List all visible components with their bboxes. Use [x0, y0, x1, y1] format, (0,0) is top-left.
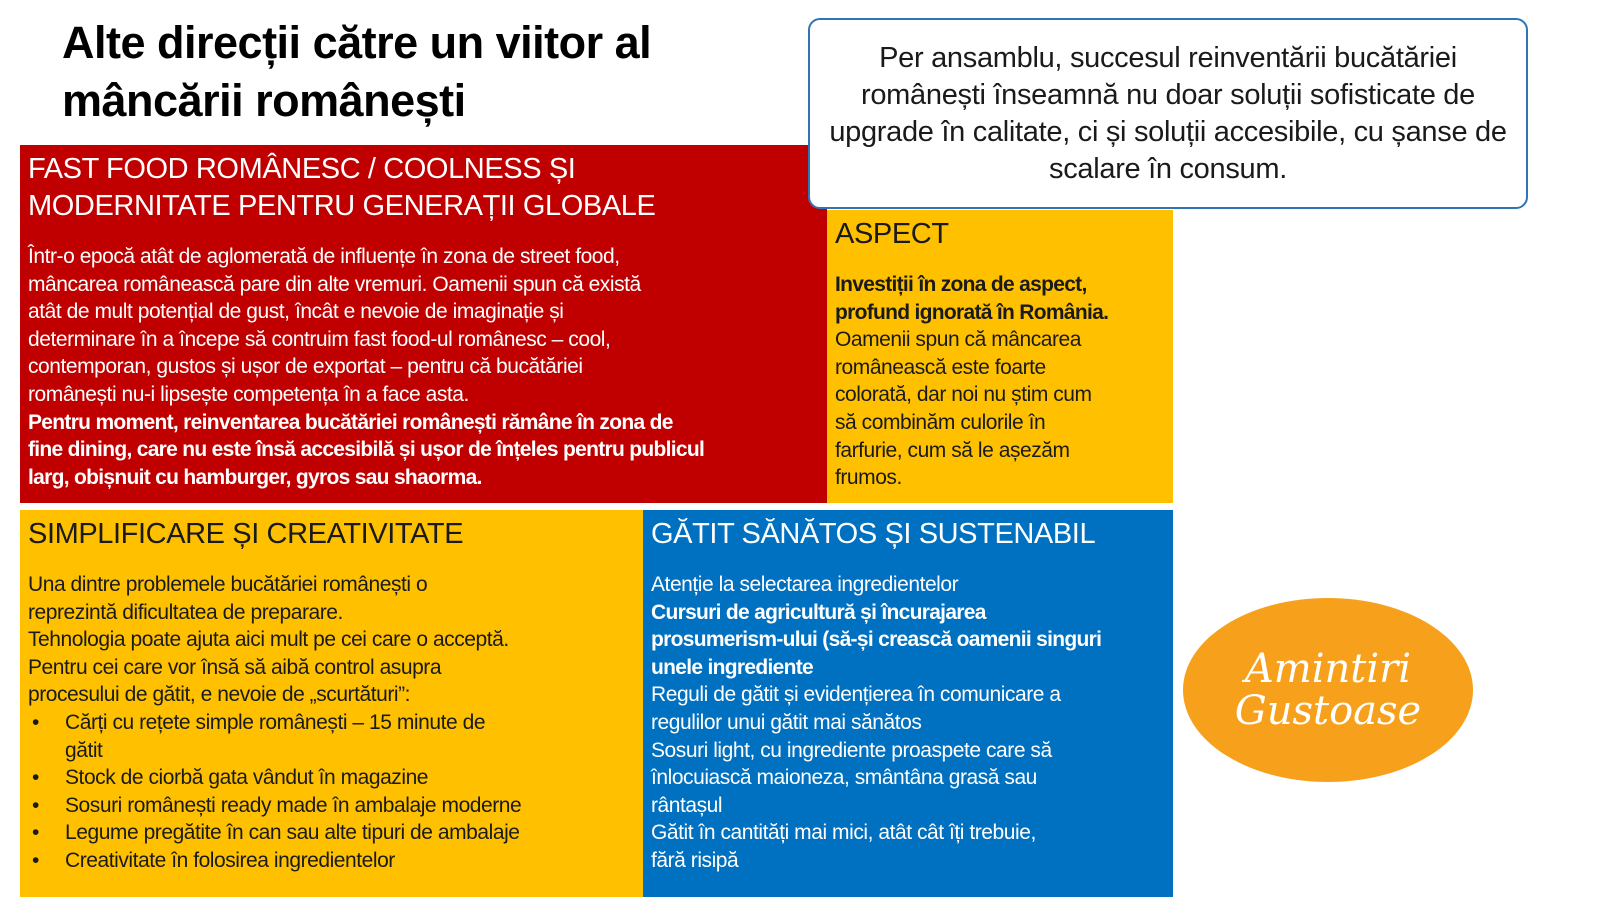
body-line: atât de mult potențial de gust, încât e nevoie de imaginație și	[28, 300, 564, 324]
body-line: rântașul	[651, 793, 723, 817]
body-line: Oamenii spun că mâncarea	[835, 328, 1081, 352]
title-line: Alte direcții către un viitor al	[62, 17, 652, 68]
body-line: Într-o epocă atât de aglomerată de influențe în zona de street food,	[28, 245, 620, 268]
slide-title	[62, 14, 651, 130]
body-line: fine dining, care nu este însă accesibilă și ușor de înțeles pentru publicul	[28, 438, 705, 462]
body-line: Pentru moment, reinventarea bucătăriei românești rămâne în zona de	[28, 410, 673, 434]
body-line: regulilor unui gătit mai sănătos	[651, 710, 922, 734]
section-aspect	[827, 210, 1173, 503]
body-line: farfurie, cum să le așezăm	[835, 438, 1070, 462]
section-heading: GĂTIT SĂNĂTOS ȘI SUSTENABIL	[651, 518, 1096, 550]
section-body	[651, 571, 1165, 875]
amintiri-gustoase-logo	[1183, 598, 1473, 782]
body-line: Cursuri de agricultură și încurajarea	[651, 600, 986, 624]
body-line: Una dintre problemele bucătăriei românești o	[28, 573, 428, 596]
section-heading: FAST FOOD ROMÂNESC / COOLNESS ȘI	[28, 153, 576, 185]
section-heading: ASPECT	[835, 218, 949, 250]
body-line: Investiții în zona de aspect,	[835, 273, 1087, 296]
body-line: gătit	[65, 738, 103, 762]
section-heading: SIMPLIFICARE ȘI CREATIVITATE	[28, 518, 464, 550]
section-heading: MODERNITATE PENTRU GENERAȚII GLOBALE	[28, 190, 656, 222]
logo-line: Amintiri	[1244, 646, 1412, 692]
body-line: colorată, dar noi nu știm cum	[835, 383, 1092, 407]
bullet-item: • Legume pregătite în can sau alte tipuri de ambalaje	[28, 819, 635, 847]
logo-line: Gustoase	[1234, 688, 1422, 734]
section-simplificare	[20, 510, 643, 897]
body-line: determinare în a începe să contruim fast food-ul românesc – cool,	[28, 327, 611, 351]
section-body	[28, 243, 819, 491]
body-line: mâncarea românească pare din alte vremuri. Oamenii spun că există	[28, 272, 641, 296]
body-line: înlocuiască maioneza, smântâna grasă sau	[651, 766, 1037, 790]
body-line: Tehnologia poate ajuta aici mult pe cei care o acceptă.	[28, 628, 509, 652]
callout-text: Per ansamblu, succesul reinventării bucătăriei românești înseamnă nu doar soluții sofisticate de upgrade în calitate, ci și soluții accesibile, cu șanse de scalare în consum.	[829, 41, 1507, 185]
body-line: prosumerism-ului (să-și crească oamenii singuri	[651, 628, 1102, 652]
bullet-item: • Creativitate în folosirea ingredientelor	[28, 847, 635, 875]
section-body	[28, 571, 635, 875]
bullet-item: • Stock de ciorbă gata vândut în magazine	[28, 764, 635, 792]
body-line: Sosuri light, cu ingrediente proaspete care să	[651, 738, 1052, 762]
body-line: profund ignorată în România.	[835, 300, 1109, 324]
body-line: românească este foarte	[835, 355, 1046, 379]
body-line: procesului de gătit, e nevoie de „scurtături”:	[28, 683, 411, 707]
body-line: unele ingrediente	[651, 655, 813, 679]
body-line: Pentru cei care vor însă să aibă control asupra	[28, 655, 442, 679]
section-fast-food	[20, 145, 827, 503]
body-line: fără risipă	[651, 848, 739, 872]
bullet-item: • Sosuri românești ready made în ambalaje moderne	[28, 792, 635, 820]
summary-callout	[808, 18, 1528, 209]
body-line: Gătit în cantități mai mici, atât cât îți trebuie,	[651, 821, 1036, 845]
title-line: mâncării românești	[62, 75, 466, 126]
body-line: reprezintă dificultatea de preparare.	[28, 600, 343, 624]
body-line: larg, obișnuit cu hamburger, gyros sau shaorma.	[28, 465, 482, 489]
body-line: Reguli de gătit și evidențierea în comunicare a	[651, 683, 1061, 707]
body-line: Atenție la selectarea ingredientelor	[651, 573, 959, 596]
body-line: să combinăm culorile în	[835, 410, 1046, 434]
body-line: românești nu-i lipsește competența în a face asta.	[28, 382, 469, 406]
body-line: contemporan, gustos și ușor de exportat – pentru că bucătăriei	[28, 355, 583, 379]
section-gatit-sanatos	[643, 510, 1173, 897]
section-body	[835, 271, 1165, 492]
body-line: frumos.	[835, 466, 902, 490]
bullet-item: • Cărți cu rețete simple românești – 15 minute de	[28, 709, 635, 737]
